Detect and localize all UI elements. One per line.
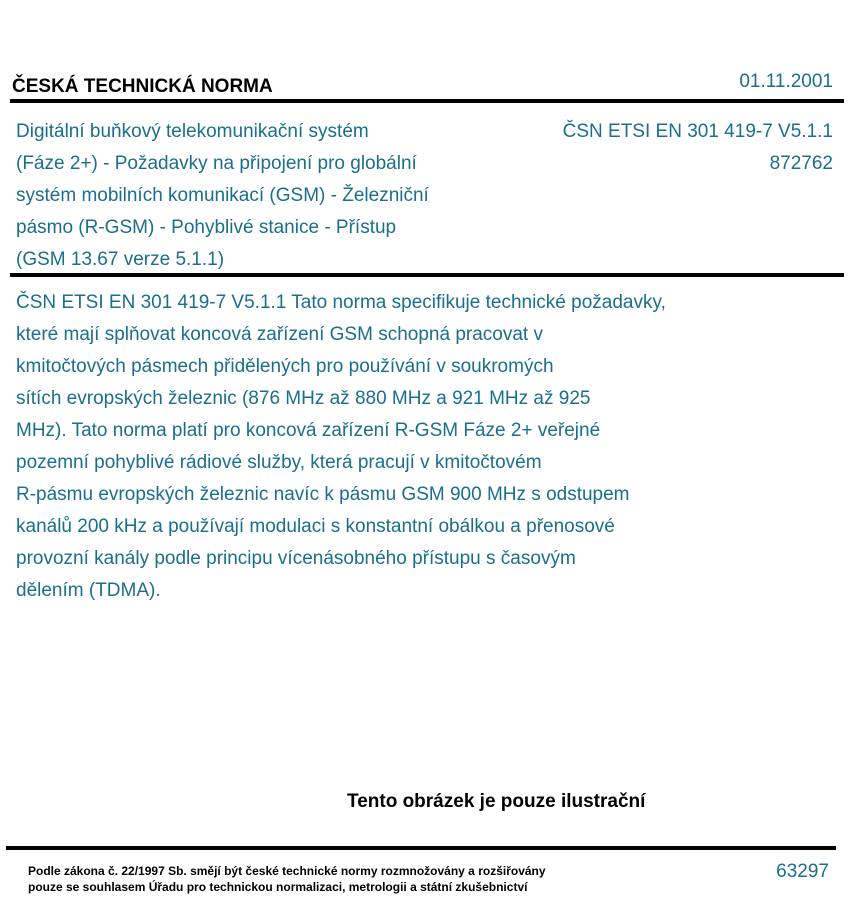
standard-designation-block [563,116,833,180]
abstract-line: kanálů 200 kHz a používají modulaci s konstantní obálkou a přenosové [16,516,615,537]
abstract-line: provozní kanály podle principu vícenásobného přístupu s časovým [16,548,576,569]
standard-title-line: (Fáze 2+) - Požadavky na připojení pro globální [16,153,417,174]
footer-code: 63297 [776,861,829,882]
footer-legal-note [28,863,546,895]
standard-title-line: pásmo (R-GSM) - Pohyblivé stanice - Přístup [16,217,397,238]
catalog-number: 872762 [769,153,833,174]
footer-rule [6,846,836,850]
standard-title-line: (GSM 13.67 verze 5.1.1) [16,249,225,270]
publication-date: 01.11.2001 [739,71,833,92]
abstract-line: ČSN ETSI EN 301 419-7 V5.1.1 Tato norma specifikuje technické požadavky, [16,292,666,313]
abstract-text [16,287,776,607]
footer-legal-line: pouze se souhlasem Úřadu pro technickou normalizaci, metrologii a státní zkušebnictví [28,880,528,894]
abstract-line: které mají splňovat koncová zařízení GSM schopná pracovat v [16,324,543,345]
title-rule [10,273,844,277]
standard-title-line: systém mobilních komunikací (GSM) - Železniční [16,185,429,206]
abstract-line: MHz). Tato norma platí pro koncová zařízení R-GSM Fáze 2+ veřejné [16,420,601,441]
standard-designation: ČSN ETSI EN 301 419-7 V5.1.1 [562,121,833,142]
footer-legal-line: Podle zákona č. 22/1997 Sb. smějí být české technické normy rozmnožovány a rozšiřovány [28,864,546,878]
illustration-note: Tento obrázek je pouze ilustrační [347,791,646,812]
abstract-line: kmitočtových pásmech přidělených pro používání v soukromých [16,356,554,377]
standard-title-line: Digitální buňkový telekomunikační systém [16,121,369,142]
abstract-line: sítích evropských železnic (876 MHz až 880 MHz a 921 MHz až 925 [16,388,591,409]
abstract-line: pozemní pohyblivé rádiové služby, která pracují v kmitočtovém [16,452,542,473]
abstract-line: dělením (TDMA). [16,580,161,601]
standard-title [16,116,516,276]
header-rule [10,99,844,103]
abstract-line: R-pásmu evropských železnic navíc k pásmu GSM 900 MHz s odstupem [16,484,630,505]
document-type-heading: ČESKÁ TECHNICKÁ NORMA [12,76,273,97]
